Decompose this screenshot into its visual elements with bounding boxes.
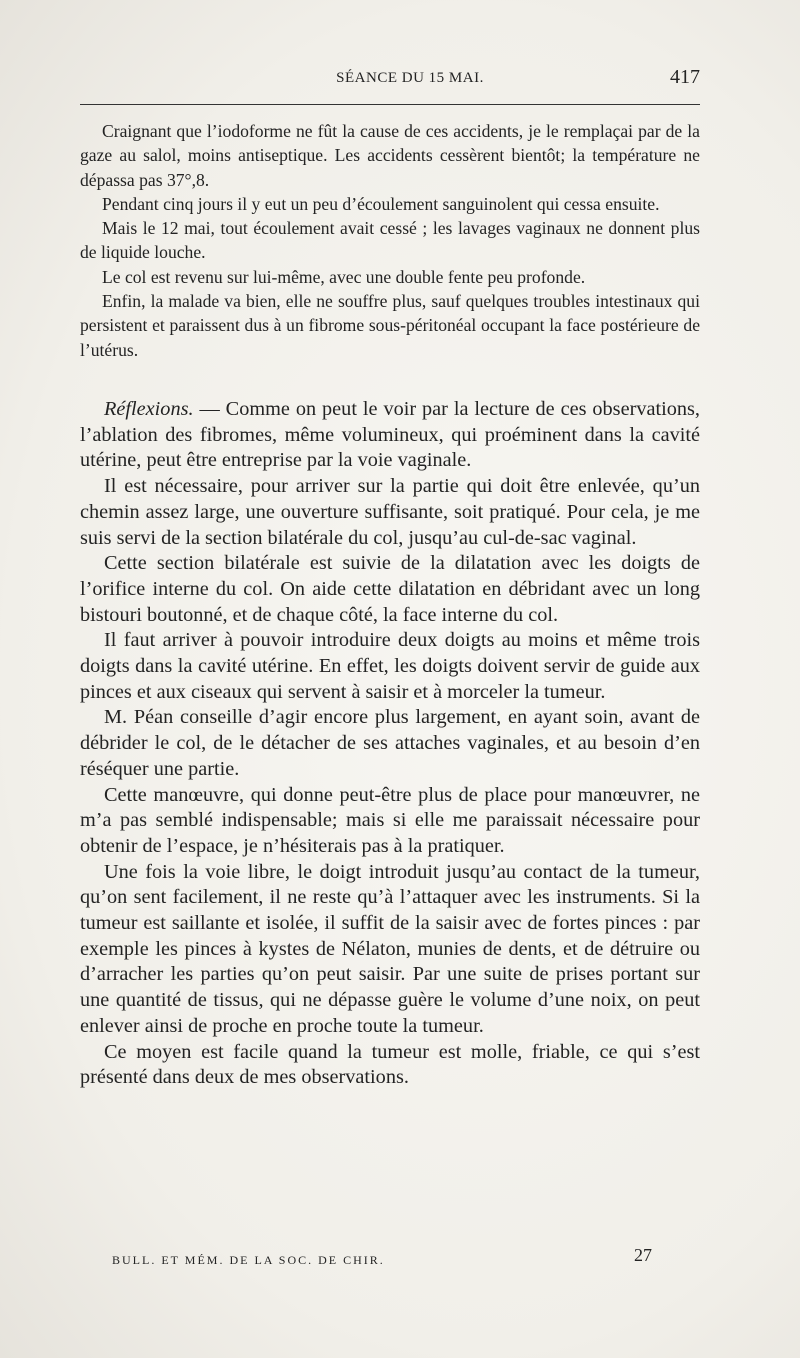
paragraph-text: — Comme on peut le voir par la lecture de ces observations, l’ablation des fibromes, même volumineux, qui proéminent dans la cavité utérine, peut être entreprise par la voie vaginale. [80,398,700,472]
header-rule [80,104,700,105]
paragraph: Le col est revenu sur lui-même, avec une double fente peu profonde. [102,266,586,287]
paragraph: Mais le 12 mai, tout écoulement avait cessé ; les lavages vaginaux ne donnent plus de liquide louche. [80,218,700,263]
paragraph: Enfin, la malade va bien, elle ne souffre plus, sauf quelques troubles intestinaux qui persistent et paraissent dus à un fibrome sous-péritonéal occupant la face postérieure de l’utérus. [80,291,700,360]
page-footer [112,1245,652,1275]
running-title: SÉANCE DU 15 MAI. [336,70,484,86]
paragraph: Ce moyen est facile quand la tumeur est molle, friable, ce qui s’est présenté dans deux de mes observations. [80,1040,700,1089]
paragraph: M. Péan conseille d’agir encore plus largement, en ayant soin, avant de débrider le col, de le détacher de ses attaches vaginales, et au besoin d’en réséquer une partie. [80,706,700,780]
footer-signature: BULL. ET MÉM. DE LA SOC. DE CHIR. [112,1253,385,1267]
section-lead-word: Réflexions. [104,398,194,420]
paragraph: Pendant cinq jours il y eut un peu d’écoulement sanguinolent qui cessa ensuite. [102,193,660,214]
paragraph: Une fois la voie libre, le doigt introduit jusqu’au contact de la tumeur, qu’on sent facilement, il ne reste qu’à l’attaquer avec les instruments. Si la tumeur est saillante et isolée, il suffit de la saisir avec de fortes pinces : par exemple les pinces à kystes de Nélaton, munies de dents, et de détruire ou d’arracher les parties qu’on peut saisir. Par une suite de prises portant sur une quantité de tissus, qui ne dépasse guère le volume d’une noix, on peut enlever ainsi de proche en proche toute la tumeur. [80,860,700,1037]
paragraph: Il est nécessaire, pour arriver sur la partie qui doit être enlevée, qu’un chemin assez large, une ouverture suffisante, soit pratiqué. Pour cela, je me suis servi de la section bilatérale du col, jusqu’au cul-de-sac vaginal. [80,475,700,549]
sheet-number: 27 [634,1245,652,1265]
reflections-paragraph [80,397,700,474]
paragraph: Il faut arriver à pouvoir introduire deux doigts au moins et même trois doigts dans la cavité utérine. En effet, les doigts doivent servir de guide aux pinces et aux ciseaux qui servent à saisir et à morceler la tumeur. [80,629,700,703]
reflections-text [80,397,700,1091]
paragraph: Craignant que l’iodoforme ne fût la cause de ces accidents, je le remplaçai par de la gaze au salol, moins antiseptique. Les accidents cessèrent bientôt; la température ne dépassa pas 37°,8. [80,121,700,190]
paragraph: Cette manœuvre, qui donne peut-être plus de place pour manœuvrer, ne m’a pas semblé indispensable; mais si elle me paraissait nécessaire pour obtenir de l’espace, je n’hésiterais pas à la pratiquer. [80,783,700,857]
paragraph: Cette section bilatérale est suivie de la dilatation avec les doigts de l’orifice interne du col. On aide cette dilatation en débridant avec un long bistouri boutonné, et de chaque côté, la face interne du col. [80,552,700,626]
page-number: 417 [670,66,700,88]
running-header [80,66,700,96]
case-report-text [80,119,700,362]
